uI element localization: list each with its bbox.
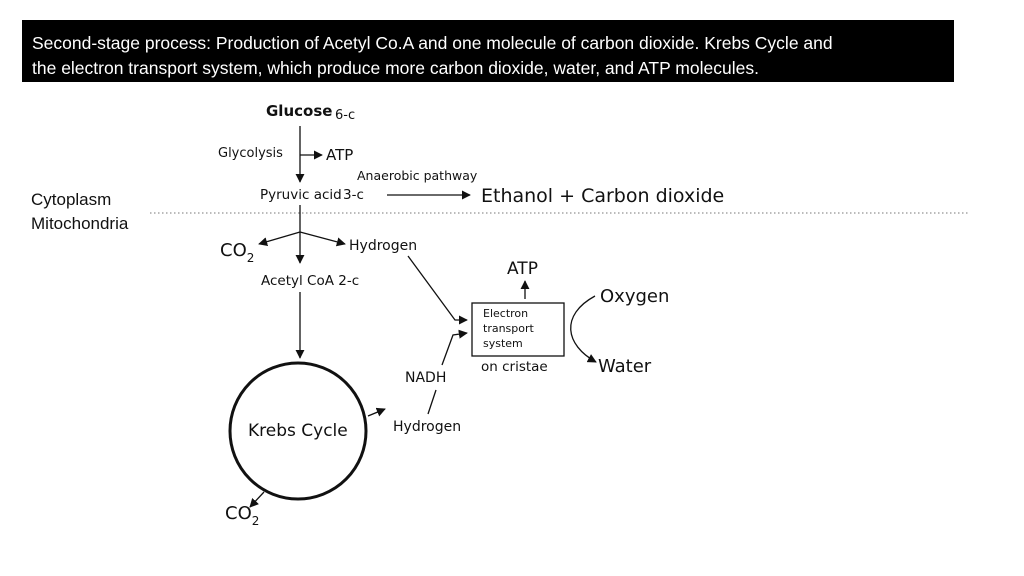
pyruvic-carbon-count: 3-c — [343, 187, 364, 203]
on-cristae-label: on cristae — [481, 359, 548, 375]
ethanol-co2-label: Ethanol + Carbon dioxide — [481, 185, 725, 207]
co2-release-arrow — [259, 232, 300, 244]
ets-label-line-2: transport — [483, 322, 534, 335]
oxygen-to-water-arrow — [571, 296, 596, 362]
ets-label-line-1: Electron — [483, 307, 529, 320]
atp-ets-label: ATP — [507, 259, 538, 279]
caption-line-2: the electron transport system, which produce more carbon dioxide, water, and ATP molecules. — [32, 58, 759, 78]
glucose-label: Glucose — [266, 102, 333, 120]
acetyl-coa-label: Acetyl CoA 2-c — [261, 273, 360, 289]
glycolysis-label: Glycolysis — [218, 146, 283, 161]
pyruvic-acid-label: Pyruvic acid — [260, 187, 342, 203]
ets-label-line-3: system — [483, 337, 523, 350]
atp-top-label: ATP — [326, 146, 354, 164]
co2-bottom-label: $CO_2$ — [225, 503, 260, 528]
krebs-hydrogen-arrow — [368, 409, 385, 416]
anaerobic-pathway-label: Anaerobic pathway — [357, 168, 478, 183]
oxygen-label: Oxygen — [600, 286, 670, 307]
hydrogen-release-arrow — [300, 232, 345, 244]
nadh-label: NADH — [405, 370, 447, 386]
hydrogen-to-ets-arrow — [408, 256, 467, 320]
mitochondria-label: Mitochondria — [31, 214, 129, 233]
glucose-carbon-count: 6-c — [335, 108, 356, 123]
hydrogen-to-nadh-line — [428, 390, 436, 414]
hydrogen-top-label: Hydrogen — [349, 238, 418, 254]
krebs-co2-arrow — [250, 492, 264, 507]
co2-top-label: $CO_2$ — [220, 240, 255, 265]
cytoplasm-label: Cytoplasm — [31, 190, 112, 209]
hydrogen-bottom-label: Hydrogen — [393, 419, 462, 435]
caption-line-1: Second-stage process: Production of Acetyl Co.A and one molecule of carbon dioxide. Krebs Cycle and — [32, 33, 833, 53]
krebs-cycle-label: Krebs Cycle — [248, 421, 348, 441]
nadh-to-ets-arrow — [442, 333, 467, 365]
water-label: Water — [598, 356, 652, 377]
